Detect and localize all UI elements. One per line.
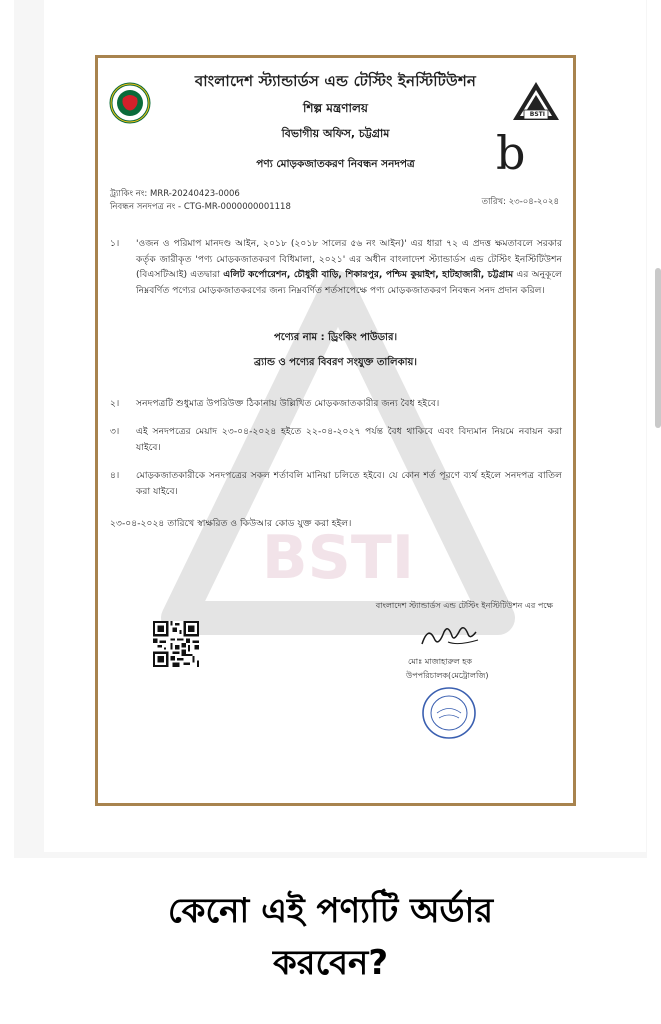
paragraph-3 bbox=[110, 424, 562, 455]
paragraph-4-text: মোড়কজাতকারীকে সনদপত্রের সকল শর্তাবলি মানিয়া চলিতে হইবে। যে কোন শর্ত পূরণে ব্যর্থ হইলে সনদপত্র বাতিল করা যাইবে। bbox=[136, 470, 562, 497]
org-name: বাংলাদেশ স্ট্যান্ডার্ডস এন্ড টেস্টিং ইনস্টিটিউশন bbox=[194, 72, 477, 90]
paragraph-1-text-b: এর অনুকূলে নিম্নবর্ণিত পণ্যের মোড়কজাতকরণের জন্য নিম্নবর্ণিত শর্তসাপেক্ষে পণ্য মোড়কজাতকরণ নিবন্ধন সনদ প্রদান করিল। bbox=[136, 269, 563, 296]
paragraph-2-text: সনদপত্রটি শুধুমাত্র উপরিউক্ত ঠিকানায় উল্লিখিত মোড়কজাতকারীর জন্য বৈধ হইবে। bbox=[136, 398, 440, 409]
certificate bbox=[95, 55, 576, 806]
paragraph-2 bbox=[110, 396, 562, 412]
official-seal-icon bbox=[421, 686, 477, 740]
on-behalf-line: বাংলাদেশ স্ট্যান্ডার্ডস এন্ড টেস্টিং ইনস্টিটিউশন এর পক্ষে bbox=[375, 601, 553, 610]
signed-note-text: ২৩-০৪-২০২৪ তারিখে স্বাক্ষরিত ও কিউআর কোড যুক্ত করা হইল। bbox=[110, 518, 352, 529]
caption-line-1: কেনো এই পণ্যটি অর্ডার bbox=[167, 891, 494, 931]
brand-note: ব্র্যান্ড ও পণ্যের বিবরণ সংযুক্ত তালিকায়। bbox=[254, 357, 417, 368]
caption-line-2: করবেন? bbox=[272, 943, 389, 983]
registration-number: নিবন্ধন সনদপত্র নং - CTG-MR-0000000001118 bbox=[110, 202, 291, 212]
certificate-title: পণ্য মোড়কজাতকরণ নিবন্ধন সনদপত্র bbox=[256, 158, 415, 170]
paragraph-number: ১। bbox=[110, 238, 120, 249]
paragraph-1-text-a: 'ওজন ও পরিমাপ মানদণ্ড আইন, ২০১৮ (২০১৮ সালের ৫৬ নং আইন)' এর ধারা ৭২ এ প্রদত্ত ক্ষমতাবলে সরকার কর্তৃক জারীকৃত 'পণ্য মোড়কজাতকরণ বিধিমালা, ২০২১' এর অধীন বাংলাদেশ স্ট্যান্ডার্ডস এন্ড টেস্টিং ইনস্টিটিউশন (বিএসটিআই) এতদ্বারা bbox=[136, 238, 562, 280]
bsti-logo-text: BSTI bbox=[529, 111, 545, 118]
paragraph-number: ৩। bbox=[110, 426, 120, 437]
paragraph-4 bbox=[110, 468, 562, 499]
paragraph-number: ৪। bbox=[110, 470, 120, 481]
ministry-name: শিল্প মন্ত্রণালয় bbox=[302, 101, 369, 115]
issue-date: তারিখ: ২৩-০৪-২০২৪ bbox=[481, 197, 559, 207]
paragraph-3-text: এই সনদপত্রের মেয়াদ ২৩-০৪-২০২৪ হইতে ২২-০৪-২০২৭ পর্যন্ত বৈধ থাকিবে এবং বিদ্যমান নিয়মে নবায়ন করা যাইবে। bbox=[136, 426, 562, 453]
tracking-number: ট্র্যাকিং নং: MRR-20240423-0006 bbox=[110, 189, 240, 199]
paragraph-number: ২। bbox=[110, 398, 120, 409]
signature-icon bbox=[418, 618, 488, 652]
svg-text:BSTI: BSTI bbox=[261, 523, 415, 593]
licensee-address: এলিট কর্পোরেশন, চৌধুরী বাড়ি, শিকারপুর, পশ্চিম কুয়াইশ, হাটহাজারী, চট্টগ্রাম bbox=[223, 269, 514, 280]
promo-caption bbox=[0, 885, 661, 989]
qr-code-icon bbox=[153, 621, 199, 667]
reference-block bbox=[110, 188, 291, 214]
paragraph-1 bbox=[110, 236, 562, 298]
certificate-grade-letter: b bbox=[496, 126, 526, 180]
signatory-name: মোঃ মাজাহারুল হক bbox=[408, 657, 473, 666]
office-name: বিভাগীয় অফিস, চট্টগ্রাম bbox=[281, 127, 390, 140]
scrollbar[interactable] bbox=[655, 268, 661, 428]
product-name: পণ্যের নাম : ড্রিংকিং পাউডার। bbox=[273, 332, 398, 343]
signed-note bbox=[110, 516, 562, 532]
signatory-title: উপপরিচালক(মেট্রোলজি) bbox=[406, 671, 489, 680]
